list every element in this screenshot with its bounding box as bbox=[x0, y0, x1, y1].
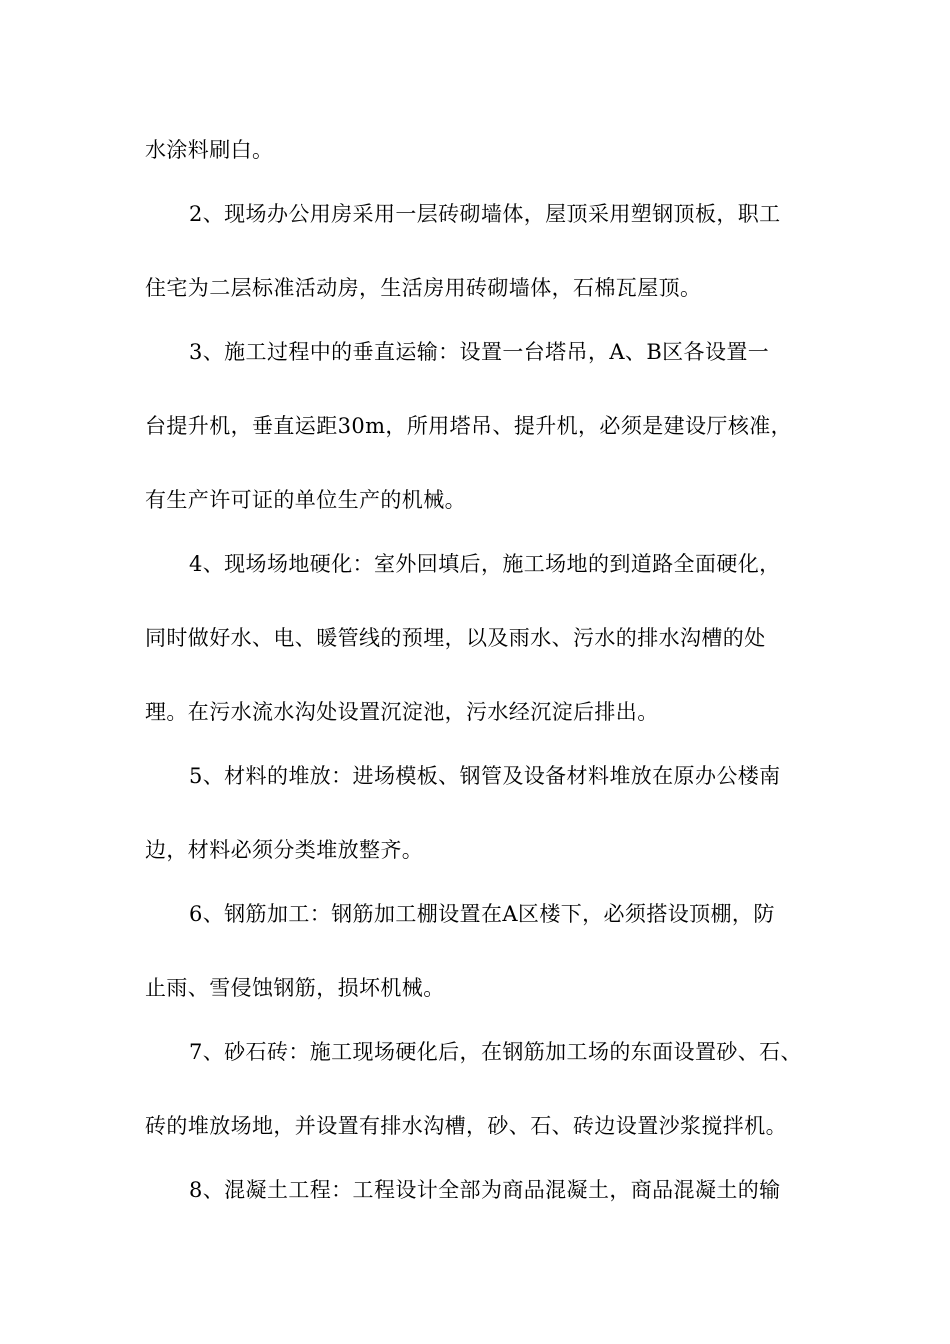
paragraph-2-start: 2、现场办公用房采用一层砖砌墙体，屋顶采用塑钢顶板，职工 bbox=[189, 202, 781, 226]
text-line: 砖的堆放场地，并设置有排水沟槽，砂、石、砖边设置沙浆搅拌机。 bbox=[145, 1114, 787, 1138]
text-line: 止雨、雪侵蚀钢筋，损坏机械。 bbox=[145, 976, 445, 1000]
text-line: 边，材料必须分类堆放整齐。 bbox=[145, 838, 424, 862]
text-line: 台提升机，垂直运距30m，所用塔吊、提升机，必须是建设厅核准， bbox=[145, 414, 793, 438]
paragraph-6-start: 6、钢筋加工：钢筋加工棚设置在A区楼下，必须搭设顶棚，防 bbox=[189, 902, 775, 926]
paragraph-4-start: 4、现场场地硬化：室外回填后，施工场地的到道路全面硬化， bbox=[189, 552, 781, 576]
text-line: 理。在污水流水沟处设置沉淀池，污水经沉淀后排出。 bbox=[145, 700, 659, 724]
text-line: 有生产许可证的单位生产的机械。 bbox=[145, 488, 466, 512]
paragraph-3-start: 3、施工过程中的垂直运输：设置一台塔吊，A、B区各设置一 bbox=[189, 340, 770, 364]
paragraph-5-start: 5、材料的堆放：进场模板、钢管及设备材料堆放在原办公楼南 bbox=[189, 764, 781, 788]
paragraph-8-start: 8、混凝土工程：工程设计全部为商品混凝土，商品混凝土的输 bbox=[189, 1178, 781, 1202]
text-line: 水涂料刷白。 bbox=[145, 138, 274, 162]
paragraph-7-start: 7、砂石砖：施工现场硬化后，在钢筋加工场的东面设置砂、石、 bbox=[189, 1040, 802, 1064]
text-line: 同时做好水、电、暖管线的预埋，以及雨水、污水的排水沟槽的处 bbox=[145, 626, 766, 650]
text-line: 住宅为二层标准活动房，生活房用砖砌墙体，石棉瓦屋顶。 bbox=[145, 276, 702, 300]
